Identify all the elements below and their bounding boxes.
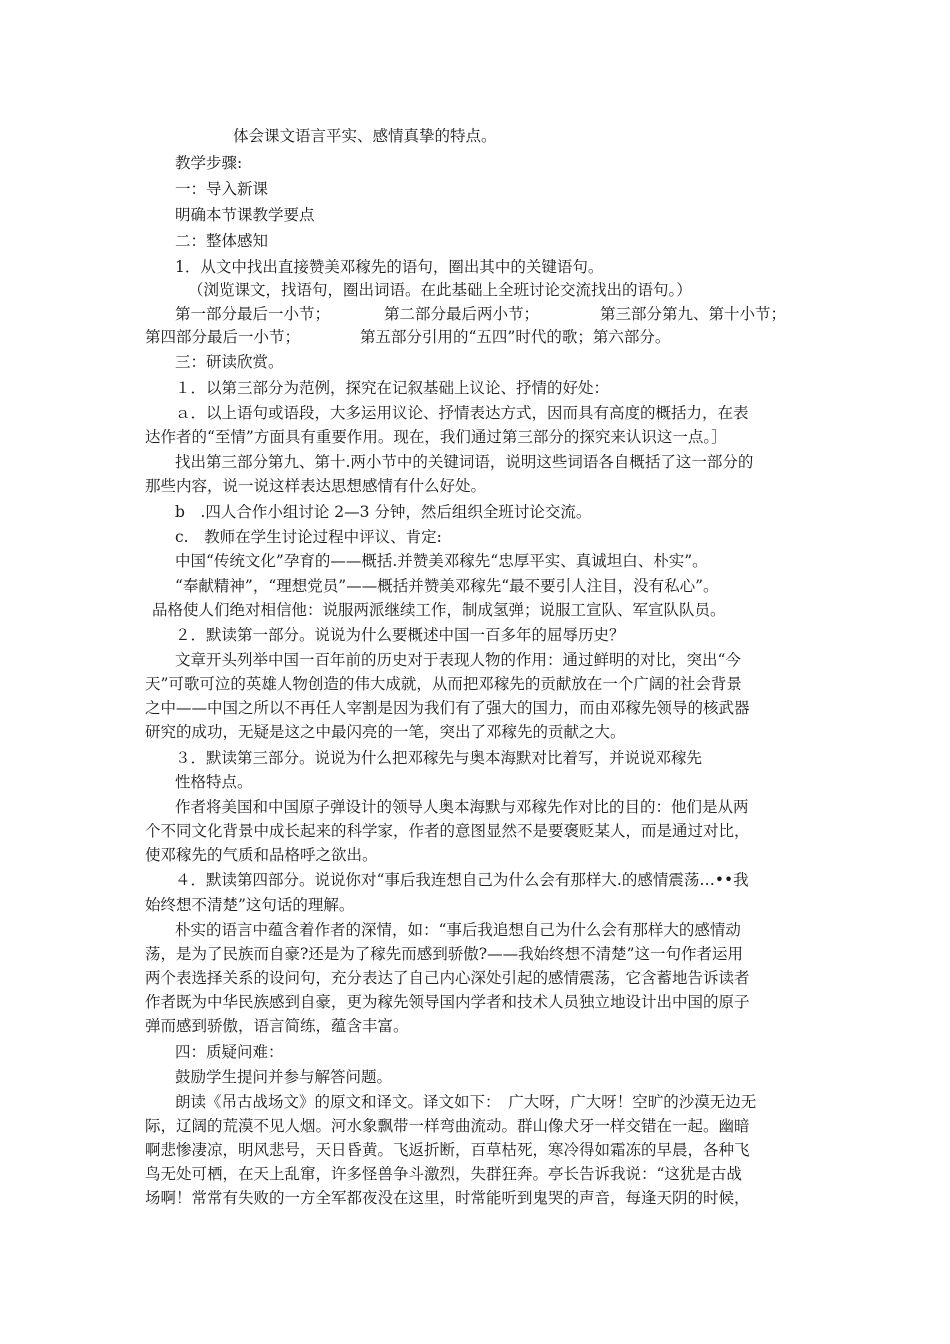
text-line: 始终想不清楚”这句话的理解。 — [145, 896, 355, 914]
text-line: （浏览课文，找语句，圈出词语。在此基础上全班讨论交流找出的语句。） — [188, 281, 692, 299]
text-line: ａ．以上语句或语段，大多运用议论、抒情表达方式，因而具有高度的概括力，在表 — [175, 404, 749, 422]
text-line: 文章开头列举中国一百年前的历史对于表现人物的作用：通过鲜明的对比，突出“今 — [175, 651, 741, 669]
text-line: 作者将美国和中国原子弹设计的领导人奥本海默与邓稼先作对比的目的：他们是从两 — [175, 798, 749, 816]
text-line: 使邓稼先的气质和品格呼之欲出。 — [145, 846, 378, 864]
text-segment: 第三部分第九、第十小节； — [600, 305, 787, 323]
text-line: 个不同文化背景中成长起来的科学家，作者的意图显然不是要褒贬某人，而是通过对比， — [145, 822, 750, 840]
text-line: 鼓励学生提问并参与解答问题。 — [175, 1068, 393, 1086]
text-line: 性格特点。 — [175, 773, 253, 791]
text-line: c. 教师在学生讨论过程中评议、肯定: — [175, 528, 442, 546]
text-line: 找出第三部分第九、第十.两小节中的关键词语，说明这些词语各自概括了这一部分的 — [175, 453, 754, 471]
text-line: 弹而感到骄傲，语言简练，蕴含丰富。 — [145, 1017, 409, 1035]
text-line: 一：导入新课 — [175, 180, 269, 198]
text-line: ３．默读第三部分。说说为什么把邓稼先与奥本海默对比着写，并说说邓稼先 — [175, 749, 703, 767]
text-line: 朗读《吊古战场文》的原文和译文。译文如下： 广大呀，广大呀！空旷的沙漠无边无 — [175, 1093, 757, 1111]
text-segment: 第一部分最后一小节； — [175, 305, 331, 323]
text-line: 教学步骤: — [175, 154, 243, 172]
text-line: 四：质疑问难： — [175, 1043, 284, 1061]
text-line: 两个表选择关系的设问句，充分表达了自己内心深处引起的感情震荡，它含蓄地告诉读者 — [145, 969, 750, 987]
text-line: 体会课文语言平实、感情真挚的特点。 — [233, 127, 497, 145]
text-line: 作者既为中华民族感到自豪，更为稼先领导国内学者和技术人员独立地设计出中国的原子 — [145, 993, 750, 1011]
text-line: b .四人合作小组讨论 2—3 分钟，然后组织全班讨论交流。 — [175, 503, 592, 521]
text-line: 中国“传统文化”孕育的——概括.并赞美邓稼先“忠厚平实、真诚坦白、朴实”。 — [175, 552, 708, 570]
text-line: 之中——中国之所以不再任人宰割是因为我们有了强大的国力，而由邓稼先领导的核武器 — [145, 699, 750, 717]
text-segment: 第四部分最后一小节； — [145, 328, 301, 346]
text-line: ２．默读第一部分。说说为什么要概述中国一百多年的屈辱历史？ — [175, 626, 625, 644]
text-line: 二：整体感知 — [175, 232, 269, 250]
text-line: 荡，是为了民族而自豪?还是为了稼先而感到骄傲?——我始终想不清楚”这一句作者运用 — [145, 945, 744, 963]
text-line: ４．默读第四部分。说说你对“事后我连想自己为什么会有那样大.的感情震荡…••我 — [175, 871, 749, 889]
text-line: 明确本节课教学要点 — [175, 206, 315, 224]
text-line: 三：研读欣赏。 — [175, 353, 284, 371]
text-line: 朴实的语言中蕴含着作者的深情，如：“事后我追想自己为什么会有那样大的感情动 — [175, 921, 741, 939]
text-segment: 第二部分最后两小节； — [384, 305, 540, 323]
text-line: “奉献精神”，“理想党员”——概括并赞美邓稼先“最不要引人注目，没有私心”。 — [175, 577, 719, 595]
text-line: 啊悲惨凄凉，明风悲号，天日昏黄。飞返折断，百草枯死，寒冷得如霜冻的早晨，各种飞 — [145, 1141, 750, 1159]
text-line: 研究的成功，无疑是这之中最闪亮的一笔，突出了邓稼先的贡献之大。 — [145, 723, 626, 741]
text-line: 达作者的“至情”方面具有重要作用。现在，我们通过第三部分的探究来认识这一点。］ — [145, 428, 727, 446]
text-line: 鸟无处可栖，在天上乱窜，许多怪兽争斗激烈，失群狂奔。亭长告诉我说：“这犹是古战 — [145, 1165, 742, 1183]
text-line: 际，辽阔的荒漠不见人烟。河水象飘带一样弯曲流动。群山像犬牙一样交错在一起。幽暗 — [145, 1117, 750, 1135]
text-line: 品格使人们绝对相信他：说服两派继续工作，制成氢弹；说服工宣队、军宣队队员。 — [152, 601, 726, 619]
text-segment: 第五部分引用的“五四”时代的歌；第六部分。 — [360, 328, 671, 346]
text-line: 场啊！常常有失败的一方全军都夜没在这里，时常能听到鬼哭的声音，每逢天阴的时候， — [145, 1189, 750, 1207]
text-line: 那些内容，说一说这样表达思想感情有什么好处。 — [145, 477, 487, 495]
text-line: 1．从文中找出直接赞美邓稼先的语句，圈出其中的关键语句。 — [175, 258, 604, 276]
text-line: １．以第三部分为范例，探究在记叙基础上议论、抒情的好处： — [175, 379, 610, 397]
text-line: 天”可歌可泣的英雄人物创造的伟大成就，从而把邓稼先的贡献放在一个广阔的社会背景 — [145, 675, 742, 693]
